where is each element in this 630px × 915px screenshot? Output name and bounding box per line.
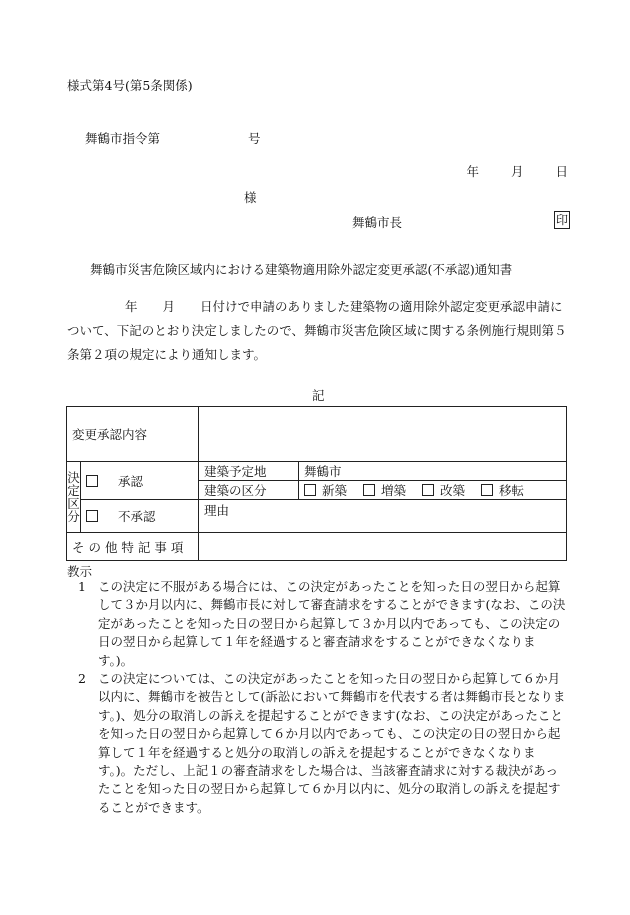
change-content-label: 変更承認内容 xyxy=(67,407,199,462)
category-option: 改築 xyxy=(440,483,466,498)
instruction-text: この決定に不服がある場合には、この決定があったことを知った日の翌日から起算して３か月以内に、舞鶴市長に対して審査請求をすることができます(なお、この決定があったことを知った日の翌日から起算して３か月以内であっても、この決定の日の翌日から起算して１年を経過すると審査請求をすることができなくなります。)。 xyxy=(98,579,566,668)
decision-char: 決 xyxy=(67,470,80,485)
other-notes-value[interactable] xyxy=(199,533,567,561)
ki-heading: 記 xyxy=(312,388,325,403)
reject-label: 不承認 xyxy=(117,509,156,524)
checkbox-rebuild[interactable] xyxy=(422,484,434,496)
instruction-number: 2 xyxy=(78,671,86,686)
date-day: 日 xyxy=(555,164,568,179)
site-label: 建築予定地 xyxy=(199,462,299,481)
category-option: 移転 xyxy=(499,483,525,498)
body-text: 年 月 日付けで申請のありました建築物の適用除外認定変更承認申請について、下記のとおり決定しましたので、舞鶴市災害危険区域に関する条例施行規則第５条第２項の規定により通知します。 xyxy=(67,299,567,362)
addressee: 様 xyxy=(244,190,257,205)
approve-cell xyxy=(81,462,199,500)
checkbox-extension[interactable] xyxy=(363,484,375,496)
reject-cell xyxy=(81,500,199,533)
instruction-item xyxy=(78,670,570,817)
decision-char: 区 xyxy=(67,496,80,511)
category-option: 新築 xyxy=(322,483,348,498)
checkbox-new[interactable] xyxy=(304,484,316,496)
ref-prefix: 舞鶴市指令第 xyxy=(85,131,161,146)
seal-mark: 印 xyxy=(555,213,568,227)
date-year: 年 xyxy=(466,164,479,179)
reason-label: 理由 xyxy=(204,503,230,518)
reason-cell[interactable] xyxy=(199,500,567,533)
notice-table xyxy=(66,406,567,561)
decision-char: 分 xyxy=(67,509,80,524)
reference-number-line xyxy=(85,129,275,147)
decision-char: 定 xyxy=(67,483,80,498)
approve-checkbox[interactable] xyxy=(86,475,98,487)
site-value: 舞鶴市 xyxy=(299,462,567,481)
date-month: 月 xyxy=(510,164,524,179)
category-option: 増築 xyxy=(381,483,407,498)
sender: 舞鶴市長 xyxy=(352,215,403,230)
instructions-heading: 教示 xyxy=(67,564,93,579)
category-options xyxy=(299,481,567,500)
reject-checkbox[interactable] xyxy=(86,510,98,522)
instruction-text: この決定については、この決定があったことを知った日の翌日から起算して６か月以内に、舞鶴市を被告として(訴訟において舞鶴市を代表する者は舞鶴市長となります。)、処分の取消しの訴えを提起することができます(なお、この決定があったことを知った日の翌日から起算して６か月以内であっても、この決定の日の翌日から起算して１年を経過すると処分の取消しの訴えを提起することができなくなります。)。ただし、上記１の審査請求をした場合は、当該審査請求に対する裁決があったことを知った日の翌日から起算して６か月以内に、処分の取消しの訴えを提起することができます。 xyxy=(98,671,566,815)
category-label: 建築の区分 xyxy=(199,481,299,500)
other-notes-label: そ の 他 特 記 事 項 xyxy=(67,533,199,561)
checkbox-relocation[interactable] xyxy=(481,484,493,496)
instruction-item xyxy=(78,578,570,670)
change-content-value[interactable] xyxy=(199,407,567,462)
form-number: 様式第4号(第5条関係) xyxy=(67,78,193,93)
date-line xyxy=(466,162,568,180)
ref-suffix: 号 xyxy=(248,131,261,146)
decision-category-label xyxy=(67,462,81,533)
document-title: 舞鶴市災害危険区域内における建築物適用除外認定変更承認(不承認)通知書 xyxy=(90,262,513,277)
instruction-number: 1 xyxy=(78,579,86,594)
approve-label: 承認 xyxy=(117,473,143,489)
